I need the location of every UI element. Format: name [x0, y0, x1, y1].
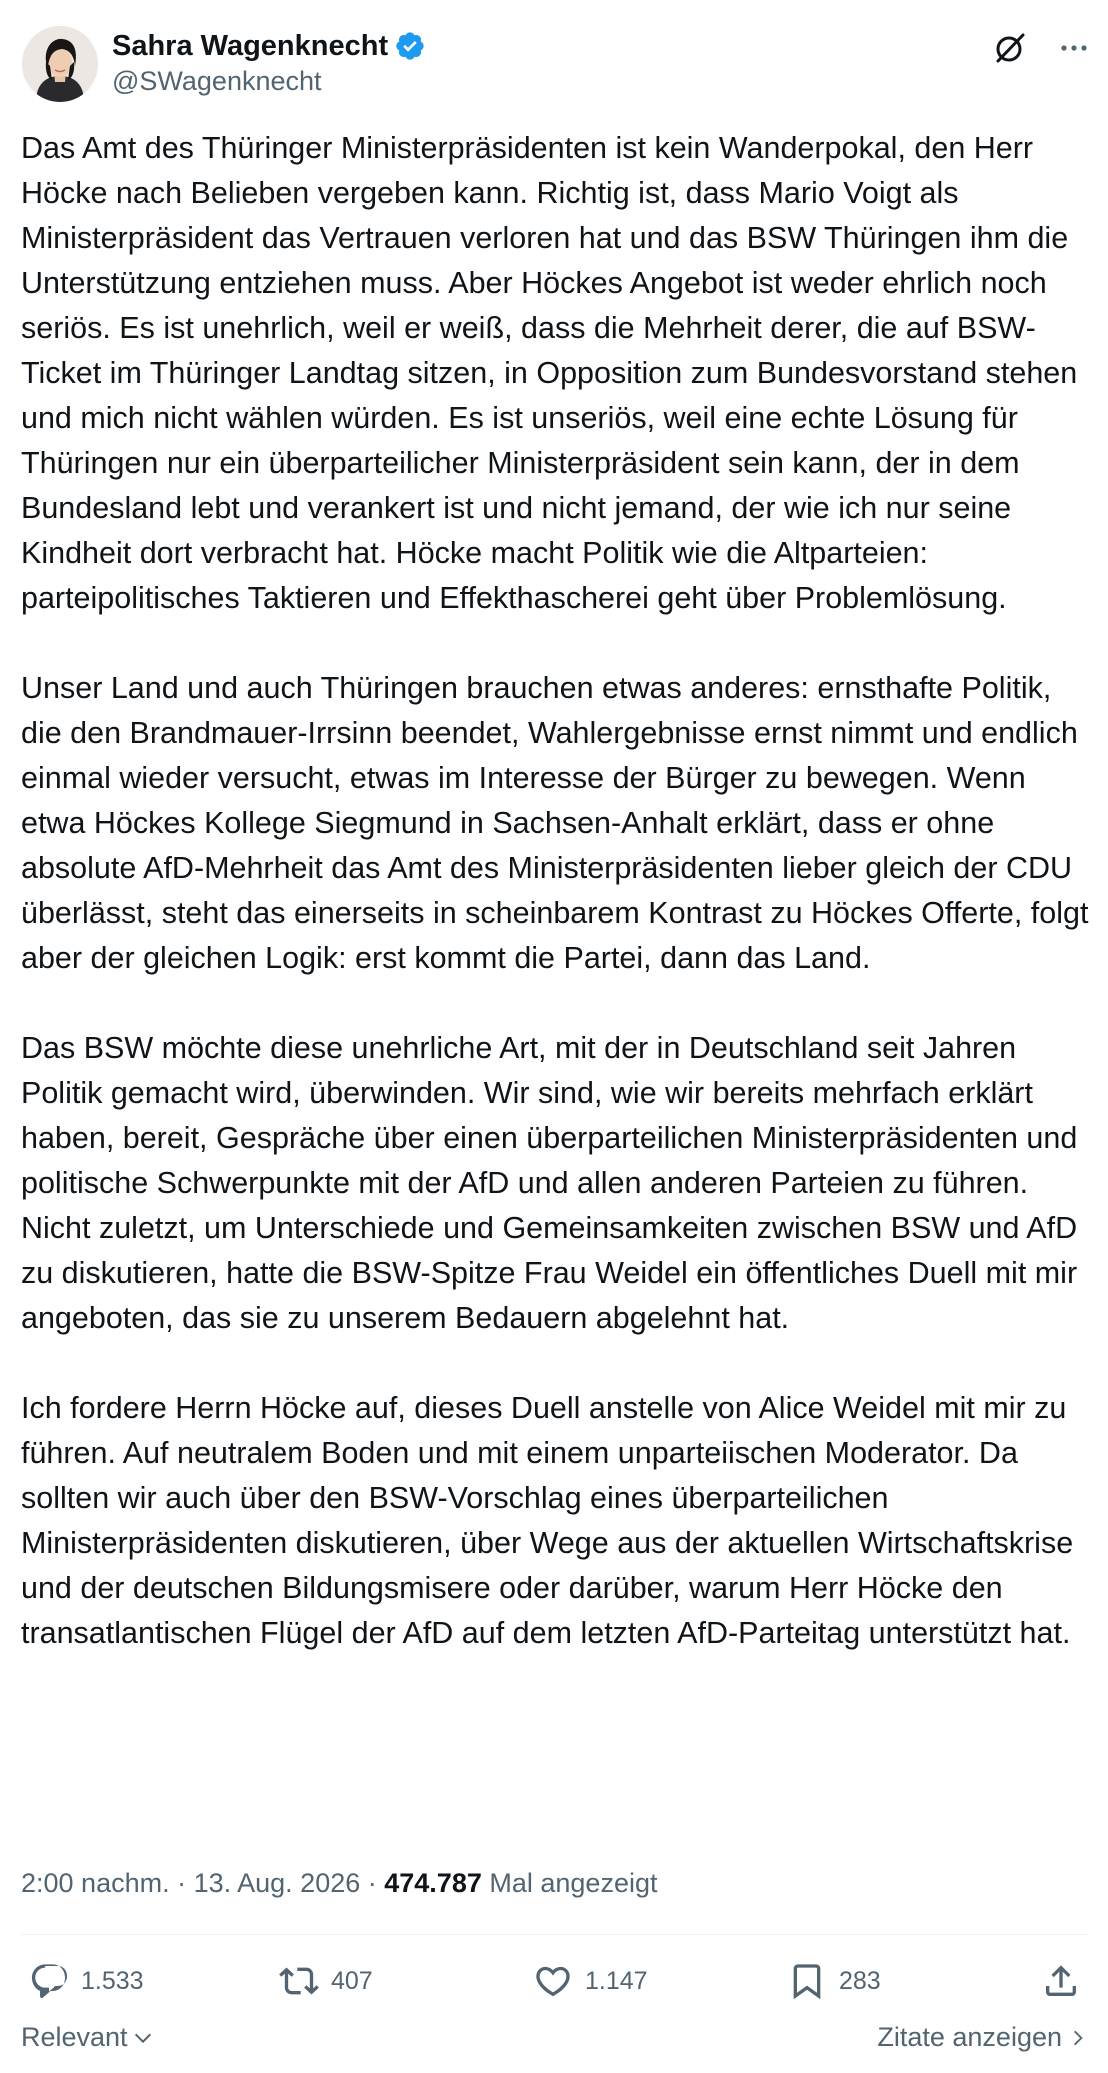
- bookmark-icon: [787, 1961, 827, 2001]
- views-count: 474.787: [384, 1868, 482, 1898]
- action-bar: [21, 1955, 1088, 2007]
- avatar[interactable]: [22, 26, 98, 102]
- chevron-down-icon: [132, 2027, 154, 2049]
- heart-icon: [533, 1961, 573, 2001]
- display-name[interactable]: Sahra Wagenknecht: [112, 29, 389, 62]
- author-info: [112, 28, 426, 97]
- repost-icon: [279, 1961, 319, 2001]
- meta-separator: ·: [360, 1868, 385, 1898]
- reply-icon: [29, 1961, 69, 2001]
- post-meta: [21, 1868, 657, 1899]
- reply-count: 1.533: [81, 1966, 144, 1995]
- sort-dropdown[interactable]: [21, 2022, 154, 2053]
- sort-label: Relevant: [21, 2022, 128, 2052]
- more-options-icon[interactable]: [1056, 30, 1092, 66]
- post-text: [21, 126, 1091, 1701]
- avatar-portrait-icon: [22, 26, 98, 102]
- replies-footer: [21, 2022, 1088, 2062]
- grok-icon[interactable]: [992, 30, 1028, 66]
- share-button[interactable]: [1041, 1955, 1081, 2007]
- post-paragraph: Das Amt des Thüringer Ministerpräsidenten ist kein Wanderpokal, den Herr Höcke nach Belieben vergeben kann. Richtig ist, dass Mario Voigt als Ministerpräsident das Vertrauen verloren hat und das BSW Thüringen ihm die Unterstützung entziehen muss. Aber Höckes Angebot ist weder ehrlich noch seriös. Es ist unehrlich, weil er weiß, dass die Mehrheit derer, die auf BSW-Ticket im Thüringer Landtag sitzen, in Opposition zum Bundesvorstand stehen und mich nicht wählen würden. Es ist unseriös, weil eine echte Lösung für Thüringen nur ein überparteilicher Ministerpräsident sein kann, der in dem Bundesland lebt und verankert ist und nicht jemand, der wie ich nur seine Kindheit dort verbracht hat. Höcke macht Politik wie die Altparteien: parteipolitisches Taktieren und Effekthascherei geht über Problemlösung.: [21, 131, 1078, 615]
- like-button[interactable]: [533, 1955, 648, 2007]
- like-count: 1.147: [585, 1966, 648, 1995]
- handle[interactable]: @SWagenknecht: [112, 66, 322, 96]
- post-paragraph: Unser Land und auch Thüringen brauchen etwas anderes: ernsthafte Politik, die den Brandmauer-Irrsinn beendet, Wahlergebnisse ernst nimmt und endlich einmal wieder versucht, etwas im Interesse der Bürger zu bewegen. Wenn etwa Höckes Kollege Siegmund in Sachsen-Anhalt erklärt, dass er ohne absolute AfD-Mehrheit das Amt des Ministerpräsidenten lieber gleich der CDU überlässt, steht das einerseits in scheinbarem Kontrast zu Höckes Offerte, folgt aber der gleichen Logik: erst kommt die Partei, dann das Land.: [21, 671, 1089, 975]
- post-time[interactable]: 2:00 nachm.: [21, 1868, 170, 1898]
- post-date[interactable]: 13. Aug. 2026: [193, 1868, 361, 1898]
- view-quotes-link[interactable]: [877, 2022, 1088, 2053]
- post-paragraph: Das BSW möchte diese unehrliche Art, mit der in Deutschland seit Jahren Politik gemacht wird, überwinden. Wir sind, wie wir bereits mehrfach erklärt haben, bereit, Gespräche über einen überparteilichen Ministerpräsidenten und politische Schwerpunkte mit der AfD und allen anderen Parteien zu führen. Nicht zuletzt, um Unterschiede und Gemeinsamkeiten zwischen BSW und AfD zu diskutieren, hatte die BSW-Spitze Frau Weidel ein öffentliches Duell mit mir angeboten, das sie zu unserem Bedauern abgelehnt hat.: [21, 1031, 1078, 1335]
- quotes-label: Zitate anzeigen: [877, 2022, 1062, 2052]
- divider: [21, 1934, 1088, 1935]
- name-row: [112, 28, 426, 64]
- bookmark-button[interactable]: [787, 1955, 881, 2007]
- post-header: [22, 24, 1092, 104]
- top-actions: [992, 30, 1092, 66]
- chevron-right-icon: [1068, 2028, 1088, 2048]
- share-icon: [1041, 1961, 1081, 2001]
- repost-count: 407: [331, 1966, 373, 1995]
- reply-button[interactable]: [29, 1955, 144, 2007]
- verified-badge-icon[interactable]: [394, 30, 426, 62]
- views-label: Mal angezeigt: [489, 1868, 658, 1898]
- bookmark-count: 283: [839, 1966, 881, 1995]
- meta-separator: ·: [169, 1868, 194, 1898]
- post-paragraph: Ich fordere Herrn Höcke auf, dieses Duell anstelle von Alice Weidel mit mir zu führen. Auf neutralem Boden und mit einem unparteiischen Moderator. Da sollten wir auch über den BSW-Vorschlag eines überparteilichen Ministerpräsidenten diskutieren, über Wege aus der aktuellen Wirtschaftskrise und der deutschen Bildungsmisere oder darüber, warum Herr Höcke den transatlantischen Flügel der AfD auf dem letzten AfD-Parteitag unterstützt hat.: [21, 1391, 1074, 1650]
- repost-button[interactable]: [279, 1955, 373, 2007]
